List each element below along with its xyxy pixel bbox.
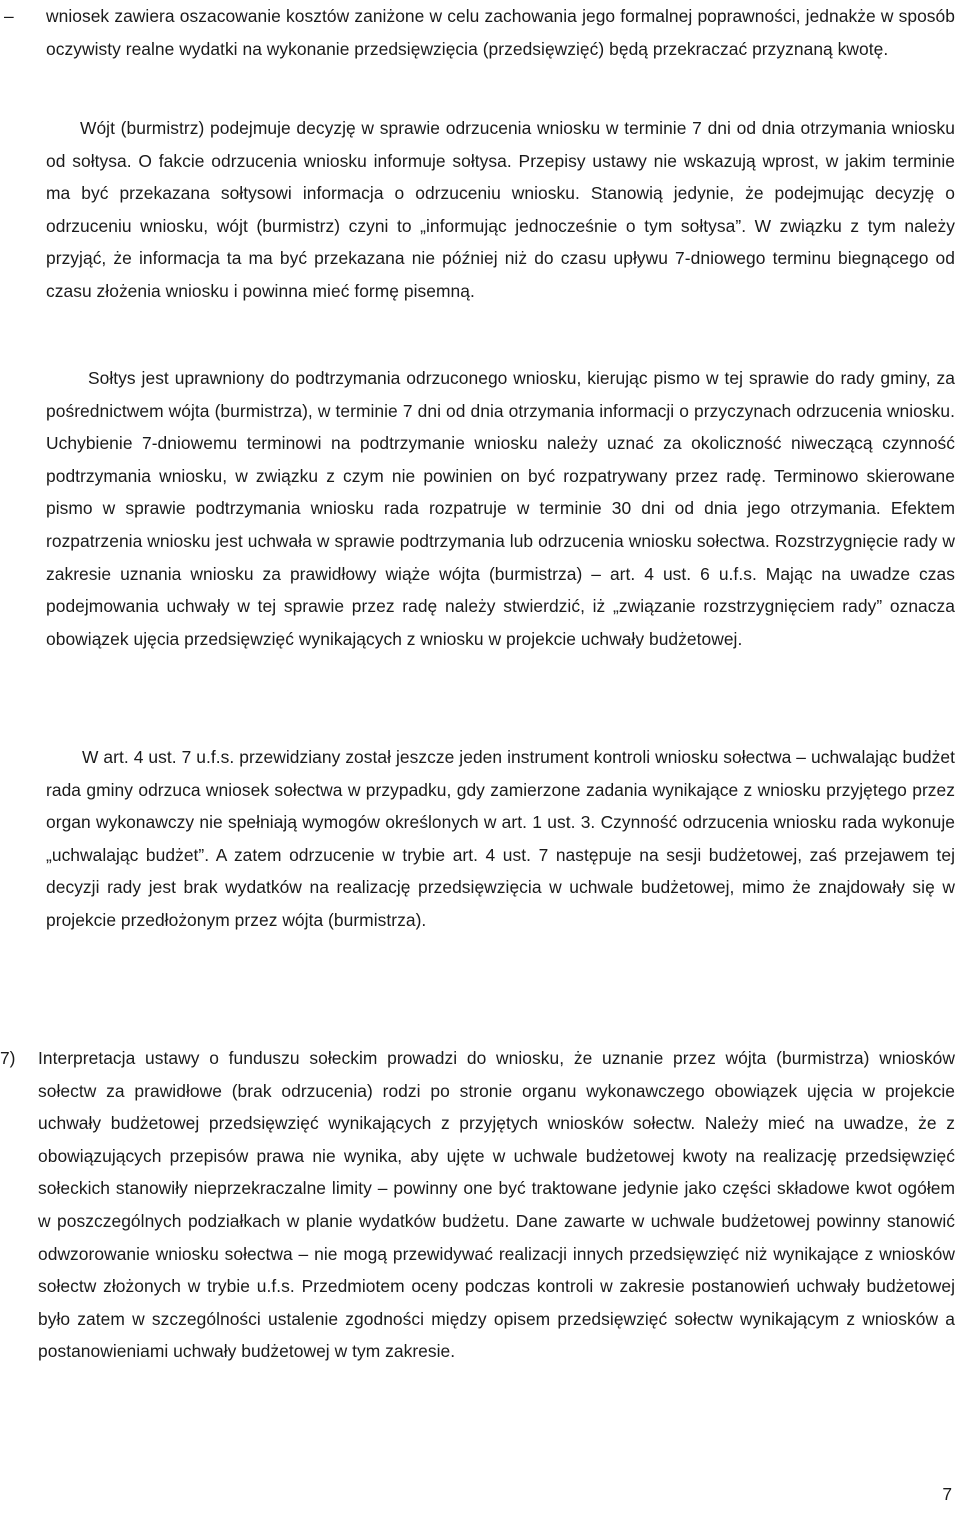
paragraph-interpretation: Interpretacja ustawy o funduszu sołeckim prowadzi do wniosku, że uznanie przez wójta (burmistrza) wniosków sołectw za prawidłowe (brak odrzucenia) rodzi po stronie organu wykonawczego obowiązek ujęcia w projekcie uchwały budżetowej przedsięwzięć wynikających z przyjętych wniosków sołectw. Należy mieć na uwadze, że z obowiązujących przepisów prawa nie wynika, aby ujęte w uchwale budżetowej kwoty na realizację przedsięwzięć sołeckich stanowiły nieprzekraczalne limity – powinny one być traktowane jedynie jako części składowe kwot ogółem w poszczególnych podziałkach w planie wydatków budżetu. Dane zawarte w uchwale budżetowej powinny stanowić odwzorowanie wniosku sołectwa – nie mogą przewidywać realizacji innych przedsięwzięć niż wynikające z wniosków sołectw złożonych w trybie u.f.s. Przedmiotem oceny podczas kontroli w zakresie postanowień uchwały budżetowej było zatem w szczególności ustalenie zgodności między opisem przedsięwzięć sołectw wynikającym z wniosków a postanowieniami uchwały budżetowej w tym zakresie. [38, 1048, 955, 1362]
paragraph-wojt-decision: Wójt (burmistrz) podejmuje decyzję w sprawie odrzucenia wniosku w terminie 7 dni od dnia otrzymania wniosku od sołtysa. O fakcie odrzucenia wniosku informuje sołtysa. Przepisy ustawy nie wskazują wprost, w jakim terminie ma być przekazana sołtysowi informacja o odrzuceniu wniosku. Stanowią jedynie, że podejmując decyzję o odrzuceniu wniosku, wójt (burmistrz) czyni to „informując jednocześnie o tym sołtysa”. W związku z tym należy przyjąć, że informacja ta ma być przekazana nie później niż do czasu upływu 7-dniowego terminu biegnącego od czasu złożenia wniosku i powinna mieć formę pisemną. [46, 118, 955, 301]
paragraph-criteria-continuation: wniosek zawiera oszacowanie kosztów zaniżone w celu zachowania jego formalnej poprawności, jednakże w sposób oczywisty realne wydatki na wykonanie przedsięwzięcia (przedsięwzięć) będą przekraczać przyznaną kwotę. [46, 6, 955, 59]
paragraph-budget-control: W art. 4 ust. 7 u.f.s. przewidziany został jeszcze jeden instrument kontroli wniosku sołectwa – uchwalając budżet rada gminy odrzuca wniosek sołectwa w przypadku, gdy zamierzone zadania wynikające z wniosku przyjętego przez organ wykonawczy nie spełniają wymogów określonych w art. 1 ust. 3. Czynność odrzucenia wniosku rada wykonuje „uchwalając budżet”. A zatem odrzucenie w trybie art. 4 ust. 7 następuje na sesji budżetowej, zaś przejawem tej decyzji rady jest brak wydatków na realizację przedsięwzięcia w uchwale budżetowej, mimo że znajdowały się w projekcie przedłożonym przez wójta (burmistrza). [46, 747, 955, 930]
paragraph-soltys-appeal: Sołtys jest uprawniony do podtrzymania odrzuconego wniosku, kierując pismo w tej sprawie do rady gminy, za pośrednictwem wójta (burmistrza), w terminie 7 dni od dnia otrzymania informacji o przyczynach odrzucenia wniosku. Uchybienie 7-dniowemu terminowi na podtrzymanie wniosku należy uznać za okoliczność niweczącą czynność podtrzymania wniosku, w związku z czym nie powinien on być rozpatrywany przez radę. Terminowo skierowane pismo w sprawie podtrzymania wniosku rada rozpatruje w terminie 30 dni od dnia jego otrzymania. Efektem rozpatrzenia wniosku jest uchwała w sprawie podtrzymania lub odrzucenia wniosku sołectwa. Rozstrzygnięcie rady w zakresie uznania wniosku za prawidłowy wiąże wójta (burmistrza) – art. 4 ust. 6 u.f.s. Mając na uwadze czas podejmowania uchwały w tej sprawie przez radę należy stwierdzić, iż „związanie rozstrzygnięciem rady” oznacza obowiązek ujęcia przedsięwzięć wynikających z wniosku w projekcie uchwały budżetowej. [46, 368, 955, 649]
page-number: 7 [942, 1484, 952, 1504]
bullet-dash: – [4, 6, 14, 26]
list-item-number: 7) [0, 1048, 16, 1068]
